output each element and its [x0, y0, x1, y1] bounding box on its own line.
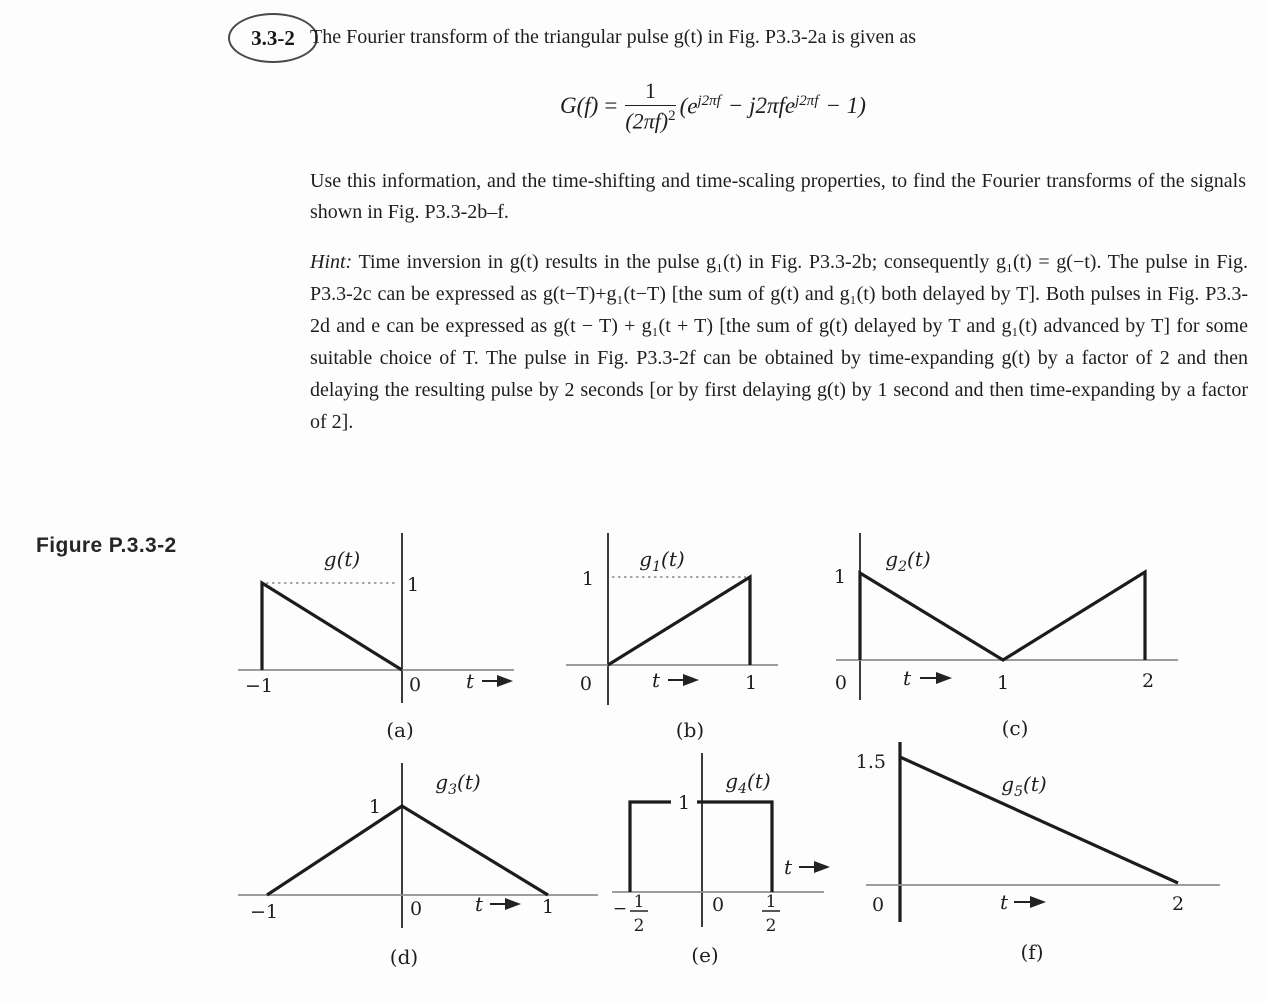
- problem-hint: [310, 246, 1248, 438]
- t-axis-label: t: [903, 666, 912, 690]
- problem-number: 3.3-2: [251, 25, 295, 50]
- equation-lhs: G(f): [560, 93, 599, 118]
- figure-plots: [0, 530, 1268, 1002]
- fraction-numerator: 1: [644, 77, 656, 103]
- x-tick-fraction-left: [613, 892, 648, 936]
- t-axis-arrow-icon: [466, 669, 513, 693]
- y-tick: 1: [833, 566, 846, 588]
- x-tick: 0: [871, 894, 885, 916]
- plot-e: [612, 753, 830, 967]
- signal-name: $g_4(t)$: [725, 769, 771, 797]
- x-tick: 0: [834, 672, 847, 694]
- t-axis-label: t: [466, 669, 475, 693]
- t-axis-label: t: [475, 892, 484, 916]
- plot-d: [238, 763, 598, 969]
- t-axis-arrow-icon: [1000, 890, 1046, 914]
- y-tick: 1: [368, 796, 381, 818]
- equation-rhs: $(e^{j2\pi f} - j2\pi fe^{j2\pi f} - 1)$: [679, 92, 866, 119]
- x-tick-fraction-right: [762, 892, 780, 936]
- svg-text:2: 2: [765, 916, 777, 936]
- signal-name: $g_1(t)$: [639, 547, 685, 575]
- equation-fraction: [625, 78, 675, 134]
- x-tick: 2: [1141, 670, 1155, 692]
- subplot-caption: (d): [389, 945, 419, 969]
- x-tick: 0: [712, 894, 725, 916]
- x-tick: 1: [996, 672, 1010, 694]
- signal-name: $g_5(t)$: [1001, 772, 1047, 800]
- exponent-2: j2πf: [795, 92, 819, 109]
- fourier-transform-equation: [560, 74, 866, 138]
- t-axis-arrow-icon: [903, 666, 952, 690]
- problem-intro: The Fourier transform of the triangular pulse g(t) in Fig. P3.3-2a is given as: [310, 26, 916, 48]
- x-tick: 2: [1171, 893, 1185, 915]
- t-axis-arrow-icon: [784, 855, 830, 879]
- signal-name: $g_2(t)$: [885, 547, 931, 575]
- x-tick: 1: [541, 896, 555, 918]
- y-tick: 1: [407, 574, 420, 596]
- denominator-exponent: 2: [668, 107, 676, 124]
- y-tick: 1.5: [855, 751, 886, 773]
- subplot-caption: (b): [675, 718, 705, 742]
- x-tick: 0: [579, 673, 592, 695]
- subplot-caption: (f): [1020, 940, 1044, 964]
- t-axis-label: t: [1000, 890, 1009, 914]
- x-tick: 0: [410, 898, 423, 920]
- plot-a: [238, 533, 514, 742]
- x-tick: −1: [244, 675, 274, 697]
- svg-text:−: −: [612, 899, 628, 919]
- y-tick: 1: [677, 792, 691, 814]
- x-tick: 0: [409, 674, 422, 696]
- t-axis-label: t: [784, 855, 793, 879]
- y-tick: 1: [581, 568, 594, 590]
- plot-f: [856, 742, 1220, 964]
- subplot-caption: (c): [1001, 716, 1029, 740]
- svg-text:1: 1: [633, 892, 645, 912]
- hint-label: Hint:: [310, 251, 353, 273]
- problem-number-badge: [228, 13, 318, 63]
- hint-text: Time inversion in g(t) results in the pulse g₁(t) in Fig. P3.3-2b; consequently g₁(t) = g(−t). The pulse in Fig. P3.3-2c can be expressed as g(t−T)+g₁(t−T) [the sum of g(t) and g₁(t) both delayed by T]. Both pulses in Fig. P3.3-2d and e can be expressed as g(t − T) + g₁(t + T) [the sum of g(t) delayed by T and g₁(t) advanced by T] for some suitable choice of T. The pulse in Fig. P3.3-2f can be obtained by time-expanding g(t) by a factor of 2 and then delaying the resulting pulse by 2 seconds [or by first delaying g(t) by 1 second and then time-expanding by a factor of 2].: [310, 251, 1249, 433]
- svg-text:1: 1: [765, 892, 777, 912]
- subplot-caption: (e): [691, 943, 719, 967]
- problem-instructions: Use this information, and the time-shifting and time-scaling properties, to find the Fourier transforms of the signals shown in Fig. P3.3-2b–f.: [310, 170, 1246, 223]
- subplot-caption: (a): [386, 718, 414, 742]
- svg-text:2: 2: [633, 916, 645, 936]
- x-tick: −1: [249, 901, 279, 923]
- signal-name: g(t): [323, 547, 361, 571]
- plot-b: [566, 533, 778, 742]
- figure-caption: Figure P.3.3-2: [36, 534, 177, 557]
- x-tick: 1: [744, 672, 758, 694]
- t-axis-label: t: [652, 668, 661, 692]
- fraction-denominator: $(2\pi f)^2$: [625, 105, 675, 134]
- exponent-1: j2πf: [697, 92, 721, 109]
- plot-c: [834, 533, 1178, 740]
- signal-name: $g_3(t)$: [435, 770, 481, 798]
- t-axis-arrow-icon: [652, 668, 699, 692]
- equals-sign: =: [604, 93, 618, 118]
